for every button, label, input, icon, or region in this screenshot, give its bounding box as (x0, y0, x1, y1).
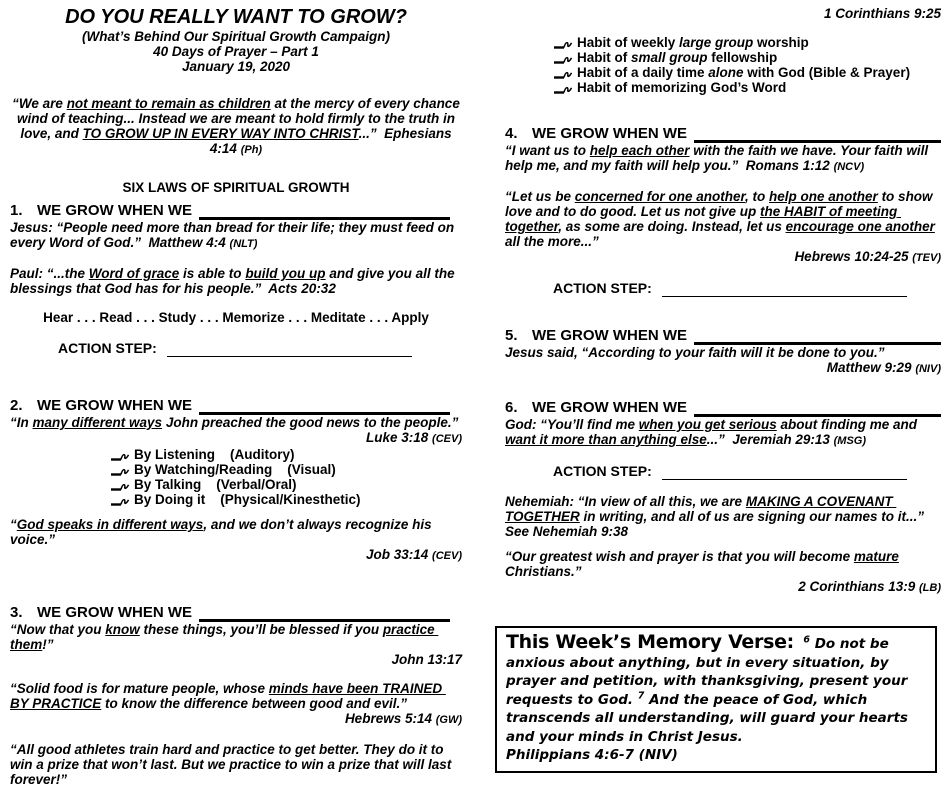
text-run: Jesus: “People need more than bread for their life; they must feed on every Word of God.” Matthew 4:4 (10, 220, 458, 250)
text-run: (GW) (435, 714, 462, 726)
scripture-quote (10, 517, 462, 547)
text-run: Do not be anxious about anything, but in every situation, by prayer and petition, with thanksgiving, present your requests to God. (506, 636, 913, 708)
text-run: 6 (803, 634, 811, 646)
text-run: “We are (12, 96, 67, 111)
spacer (10, 158, 462, 180)
bullet-text (134, 447, 295, 462)
scripture-quote (10, 742, 462, 787)
section-heading-label: WE GROW WHEN WE (37, 604, 192, 621)
text-run: Habit of (577, 50, 631, 65)
text-run: (NIV) (915, 363, 941, 375)
memory-verse-reference: Philippians 4:6-7 (NIV) (506, 747, 678, 763)
text-run: “Now that you (10, 622, 106, 637)
text-run: many different ways (32, 415, 163, 430)
section-heading (505, 327, 941, 345)
section-heading (505, 125, 941, 143)
writing-hand-icon (553, 83, 576, 95)
scripture-reference (505, 360, 941, 377)
spacer (505, 377, 941, 399)
spacer (505, 266, 941, 280)
text-run: (TEV) (912, 252, 941, 264)
text-run: “All good athletes train hard and practice to get better. They do it to win a prize that won’t last. But we practice to win a prize that will last forever!” (10, 742, 456, 787)
bullet-list (505, 35, 941, 95)
scripture-quote (10, 415, 462, 430)
spacer (10, 252, 462, 266)
text-run: (LB) (919, 582, 941, 594)
top-right-ref (505, 6, 941, 21)
fill-in-blank (694, 125, 941, 143)
text-run: (CEV) (432, 433, 462, 445)
section-number: 6. (505, 399, 518, 416)
scripture-quote (505, 549, 941, 579)
spacer (10, 667, 462, 681)
scripture-reference (10, 547, 462, 564)
text-run: Habit of a daily time (577, 65, 709, 80)
spacer (10, 507, 462, 517)
bullet-text (134, 462, 336, 477)
text-run: when you get serious (638, 417, 777, 432)
doc-series: 40 Days of Prayer – Part 1 (153, 44, 319, 59)
text-run: “Solid food is for mature people, whose (10, 681, 269, 696)
section-number: 3. (10, 604, 23, 621)
text-run: “Let us be (505, 189, 575, 204)
doc-title: DO YOU REALLY WANT TO GROW? (65, 6, 407, 28)
spacer (505, 449, 941, 463)
fill-in-blank (694, 327, 941, 345)
section-heading (505, 399, 941, 417)
text-run: to show love and to do good. Let us not give up (505, 189, 937, 219)
text-run: small group (631, 50, 708, 65)
text-run: (MSG) (833, 435, 867, 447)
bullet-text (577, 65, 910, 80)
fill-in-blank (694, 399, 941, 417)
bullet-item (110, 492, 462, 507)
bullet-item (553, 65, 941, 80)
section-number: 2. (10, 397, 23, 414)
bullet-item (553, 35, 941, 50)
text-run: By Listening (Auditory) (134, 447, 295, 462)
text-run: want it more than anything else (505, 432, 707, 447)
section-number: 1. (10, 202, 23, 219)
right-column (505, 6, 941, 773)
text-run: with the faith we have. Your faith will help me, and my faith will help you.” Romans 1:12 (505, 143, 932, 173)
word-intake-list: Hear . . . Read . . . Study . . . Memorize . . . Meditate . . . Apply (43, 310, 429, 325)
text-run: fellowship (707, 50, 778, 65)
scripture-quote (505, 494, 941, 539)
left-column (10, 6, 462, 787)
writing-hand-icon (553, 38, 576, 50)
fill-in-blank (199, 397, 450, 415)
text-run: ...” Ephesians 4:14 (209, 126, 456, 156)
text-run: Hebrews 10:24-25 (794, 249, 913, 264)
text-run: help one another (769, 189, 878, 204)
text-run: By Watching/Reading (Visual) (134, 462, 336, 477)
scripture-quote (505, 143, 941, 175)
scripture-reference (505, 579, 941, 596)
text-run: Job 33:14 (366, 547, 433, 562)
text-run: TO GROW UP IN EVERY WAY INTO CHRIST (82, 126, 359, 141)
text-run: know (105, 622, 140, 637)
text-run: about finding me and (776, 417, 921, 432)
text-run: Christians.” (505, 549, 903, 579)
spacer (10, 326, 462, 340)
text-run: large group (679, 35, 754, 50)
text-run: in writing, and all of us are signing our names to it...” See Nehemiah 9:38 (505, 509, 932, 539)
spacer (505, 175, 941, 189)
text-run: Habit of weekly (577, 35, 680, 50)
fill-in-line (662, 463, 907, 480)
bullet-text (134, 477, 297, 492)
scripture-quote (10, 220, 462, 252)
bullet-list (10, 447, 462, 507)
text-run: , as some are doing. Instead, let us (558, 219, 786, 234)
text-run: the HABIT of meeting together (505, 204, 902, 234)
spacer (505, 21, 941, 35)
scripture-quote (10, 266, 462, 296)
bullet-item (553, 50, 941, 65)
scripture-quote (505, 189, 941, 249)
text-run: Jesus said, “According to your faith will it be done to you.” (505, 345, 885, 360)
spacer (10, 728, 462, 742)
spacer (10, 564, 462, 604)
scripture-quote (505, 345, 941, 360)
opening-quote (10, 96, 462, 158)
fill-in-line (662, 280, 907, 297)
spacer (505, 480, 941, 494)
section-heading-label: WE GROW WHEN WE (532, 399, 687, 416)
section-heading (10, 397, 462, 415)
text-run: “Our greatest wish and prayer is that you will become (505, 549, 854, 564)
writing-hand-icon (110, 495, 133, 507)
section-heading-label: WE GROW WHEN WE (532, 327, 687, 344)
action-step-label: ACTION STEP: (553, 463, 652, 479)
spacer (505, 297, 941, 327)
scripture-reference (10, 652, 462, 667)
memory-verse-text (506, 633, 926, 746)
section-heading-label: WE GROW WHEN WE (37, 202, 192, 219)
spacer (505, 95, 941, 125)
text-run: worship (753, 35, 809, 50)
section-heading-label: WE GROW WHEN WE (37, 397, 192, 414)
text-run: encourage one another (785, 219, 935, 234)
text-run: Luke 3:18 (366, 430, 433, 445)
bullet-item (110, 462, 462, 477)
memory-verse-title: This Week’s Memory Verse: (506, 631, 794, 653)
text-run: help each other (589, 143, 690, 158)
fill-in-blank (199, 202, 450, 220)
text-run: Habit of memorizing God’s Word (577, 80, 787, 95)
text-run: and give you all the blessings that God has for his people.” Acts 20:32 (10, 266, 459, 296)
text-run: John preached the good news to the people.” (162, 415, 459, 430)
text-run: MAKING A COVENANT TOGETHER (505, 494, 897, 524)
fill-in-line (167, 340, 412, 357)
spacer (10, 74, 462, 96)
text-run: Word of grace (88, 266, 180, 281)
spacer (10, 296, 462, 310)
bullet-text (577, 50, 777, 65)
section-heading-label: WE GROW WHEN WE (532, 125, 687, 142)
text-run: 1 Corinthians 9:25 (823, 6, 941, 21)
writing-hand-icon (110, 450, 133, 462)
text-run: By Talking (Verbal/Oral) (134, 477, 297, 492)
doc-subtitle: (What’s Behind Our Spiritual Growth Campaign) (81, 29, 390, 44)
text-run: practice them (10, 622, 439, 652)
text-run: at the mercy of every chance wind of teaching... Instead we are meant to hold firmly to the truth in love, and (16, 96, 464, 141)
text-run: to know the difference between good and evil.” (101, 696, 408, 711)
scripture-reference (10, 430, 462, 447)
text-run: By Doing it (Physical/Kinesthetic) (134, 492, 361, 507)
spacer (505, 539, 941, 549)
text-run: concerned for one another (574, 189, 746, 204)
text-run: (Ph) (240, 144, 263, 156)
action-step (505, 280, 941, 297)
action-step (505, 463, 941, 480)
text-run: !” (42, 637, 54, 652)
bullet-text (577, 80, 786, 95)
text-run: God: “You’ll find me (505, 417, 639, 432)
text-run: Hebrews 5:14 (344, 711, 436, 726)
text-run: Paul: “...the (10, 266, 89, 281)
scripture-quote (10, 681, 462, 711)
bullet-item (553, 80, 941, 95)
text-run: minds have been TRAINED BY PRACTICE (10, 681, 446, 711)
writing-hand-icon (110, 480, 133, 492)
text-run: “In (10, 415, 33, 430)
text-run: these things, you’ll be blessed if you (139, 622, 383, 637)
bullet-text (577, 35, 809, 50)
scripture-quote (10, 622, 462, 652)
bullet-text (134, 492, 361, 507)
spacer (505, 596, 941, 626)
section-heading (10, 202, 462, 220)
action-step (10, 340, 462, 357)
writing-hand-icon (553, 53, 576, 65)
fill-in-blank (199, 604, 450, 622)
text-run: , to (745, 189, 770, 204)
text-run: “I want us to (505, 143, 590, 158)
section-number: 5. (505, 327, 518, 344)
bullet-item (110, 447, 462, 462)
text-run: (NLT) (229, 238, 258, 250)
writing-hand-icon (553, 68, 576, 80)
text-run: And the peace of God, which transcends all understanding, will guard your hearts and your minds in Christ Jesus. (506, 691, 913, 745)
text-run: “ (10, 517, 17, 532)
six-laws-heading: SIX LAWS OF SPIRITUAL GROWTH (122, 180, 350, 195)
text-run: all the more...” (505, 219, 939, 249)
scripture-reference (10, 711, 462, 728)
text-run: (NCV) (833, 161, 865, 173)
text-run: build you up (245, 266, 326, 281)
text-run: 2 Corinthians 13:9 (798, 579, 919, 594)
text-run: Matthew 9:29 (826, 360, 916, 375)
doc-date: January 19, 2020 (181, 59, 291, 74)
writing-hand-icon (110, 465, 133, 477)
text-run: mature (853, 549, 899, 564)
action-step-label: ACTION STEP: (553, 280, 652, 296)
text-run: God speaks in different ways (16, 517, 204, 532)
text-run: John 13:17 (391, 652, 462, 667)
spacer (10, 357, 462, 397)
text-run: not meant to remain as children (66, 96, 271, 111)
text-run: ...” Jeremiah 29:13 (706, 432, 834, 447)
text-run (794, 636, 803, 652)
text-run: with God (Bible & Prayer) (743, 65, 911, 80)
scripture-reference (505, 249, 941, 266)
text-run: (CEV) (432, 550, 462, 562)
text-run: Nehemiah: “In view of all this, we are (505, 494, 746, 509)
bullet-item (110, 477, 462, 492)
scripture-quote (505, 417, 941, 449)
action-step-label: ACTION STEP: (58, 340, 157, 356)
section-number: 4. (505, 125, 518, 142)
text-run: alone (708, 65, 744, 80)
text-run: is able to (179, 266, 246, 281)
text-run: 7 (637, 690, 645, 701)
text-run: , and we don’t always recognize his voice.” (10, 517, 436, 547)
section-heading (10, 604, 462, 622)
memory-verse-box (495, 626, 937, 773)
